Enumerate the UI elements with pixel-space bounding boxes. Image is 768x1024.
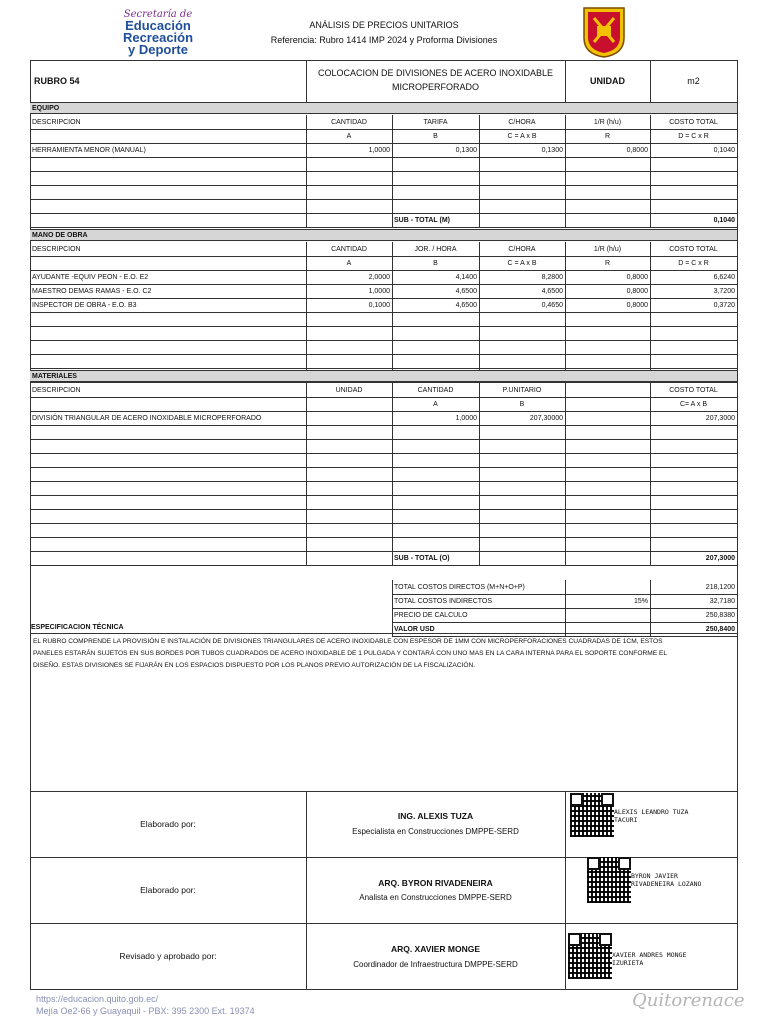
table-cell (306, 411, 392, 425)
signer-line-1: XAVIER ANDRES MONGE (612, 951, 687, 959)
column-header: C/HORA (508, 245, 536, 253)
signature-name: ARQ. XAVIER MONGE (390, 944, 481, 954)
column-subheader: R (604, 259, 611, 267)
table-rule (30, 495, 738, 496)
table-cell: 4,1400 (455, 273, 477, 281)
table-rule (30, 157, 738, 158)
table-cell: 0,1300 (541, 146, 563, 154)
table-cell: 4,6500 (455, 301, 477, 309)
table-rule (30, 340, 738, 341)
table-rule (565, 115, 566, 227)
column-subheader: R (604, 132, 611, 140)
column-subheader (306, 397, 392, 411)
table-cell: 4,6500 (455, 287, 477, 295)
section-title-materiales: MATERIALES (30, 370, 737, 382)
column-header: DESCRIPCION (32, 245, 81, 253)
column-header: COSTO TOTAL (669, 118, 718, 126)
column-header: DESCRIPCION (32, 386, 81, 394)
total-value: 250,8380 (705, 611, 735, 619)
column-subheader: C = A x B (507, 259, 537, 267)
signer-line-2: TACURI (614, 816, 638, 824)
column-header: JOR. / HORA (414, 245, 457, 253)
column-subheader: C= A x B (679, 400, 708, 408)
logo-line-2: Educación (125, 18, 191, 33)
total-value: 250,8400 (705, 625, 735, 633)
column-subheader: B (519, 400, 525, 408)
table-rule (30, 537, 738, 538)
signer-line-1: BYRON JAVIER (631, 872, 678, 880)
table-cell (565, 411, 650, 425)
table-rule (306, 383, 307, 565)
rubro-description-line-1: COLOCACION DE DIVISIONES DE ACERO INOXIDABLE (317, 68, 554, 78)
table-rule (565, 242, 566, 382)
signature-role: Revisado y aprobado por: (119, 950, 217, 961)
rubro-description-line-2: MICROPERFORADO (391, 82, 479, 92)
table-cell: 6,6240 (713, 273, 735, 281)
digital-signer (631, 872, 701, 888)
spec-label: ESPECIFICACION TÉCNICA (31, 624, 124, 631)
column-header: P.UNITARIO (502, 386, 542, 394)
column-subheader: A (346, 132, 352, 140)
table-rule (650, 115, 651, 227)
signature-role: Elaborado por: (140, 884, 196, 895)
spec-line-3: DISEÑO. ESTAS DIVISIONES SE FIJARÁN EN LOS ESPACIOS DISPUESTO POR LOS PLANOS PREVIO AUTORIZACIÓN DE LA FISCALIZACIÓN. (33, 662, 476, 669)
column-subheader: C = A x B (507, 132, 537, 140)
column-subheader: B (433, 132, 438, 140)
table-cell: 4,6500 (541, 287, 563, 295)
column-header: 1/R (h/u) (593, 118, 622, 126)
table-cell: MAESTRO DEMAS RAMAS - E.O. C2 (32, 287, 152, 295)
table-rule (30, 425, 738, 426)
qr-code-icon (568, 933, 612, 979)
unit-label: UNIDAD (590, 75, 625, 86)
table-rule (30, 326, 738, 327)
column-subheader: A (433, 400, 438, 408)
column-subheader: D = C x R (678, 132, 709, 140)
table-rule (30, 199, 738, 200)
total-label: TOTAL COSTOS INDIRECTOS (394, 597, 493, 605)
table-rule (30, 354, 738, 355)
total-label: VALOR USD (394, 625, 435, 633)
digital-signer (614, 808, 688, 824)
subtotal-value: 207,3000 (705, 554, 735, 562)
table-cell: 0,1300 (455, 146, 477, 154)
signature-name: ARQ. BYRON RIVADENEIRA (378, 878, 493, 888)
total-label: PRECIO DE CALCULO (394, 611, 468, 619)
column-subheader (565, 397, 650, 411)
column-subheader: D = C x R (678, 259, 709, 267)
column-subheader (30, 256, 306, 270)
logo-line-3: Recreación (122, 30, 194, 45)
table-rule (30, 509, 738, 510)
column-header: UNIDAD (335, 386, 363, 394)
qr-code-icon (570, 793, 614, 837)
secretaria-logo (118, 10, 198, 56)
logo-line-1: Secretaría de (123, 9, 193, 20)
signature-title: Especialista en Construcciones DMPPE-SERD (352, 827, 519, 836)
spec-text (33, 636, 733, 672)
column-header: CANTIDAD (331, 245, 367, 253)
table-cell: AYUDANTE -EQUIV PEON - E.O. E2 (32, 273, 149, 281)
column-header: CANTIDAD (331, 118, 367, 126)
table-rule (30, 439, 738, 440)
table-cell: 0,4650 (541, 301, 563, 309)
table-cell: 0,8000 (626, 273, 648, 281)
signature-title: Coordinador de Infraestructura DMPPE-SERD (353, 960, 518, 969)
signer-line-1: ALEXIS LEANDRO TUZA (614, 808, 689, 816)
section-title-equipo: EQUIPO (30, 102, 737, 114)
table-rule (30, 185, 738, 186)
table-rule (479, 383, 480, 565)
table-cell: 0,1000 (368, 301, 390, 309)
document-reference: Referencia: Rubro 1414 IMP 2024 y Proforma Divisiones (270, 35, 498, 45)
table-rule (30, 453, 738, 454)
signature-title: Analista en Construcciones DMPPE-SERD (359, 893, 512, 902)
table-rule (392, 383, 393, 565)
quitorenace-logo: Quitorenace (632, 990, 745, 1011)
document-title: ANÁLISIS DE PRECIOS UNITARIOS (309, 20, 459, 30)
table-rule (30, 312, 738, 313)
table-cell: 207,30000 (529, 414, 563, 422)
table-rule (306, 242, 307, 382)
rubro-description (306, 66, 565, 94)
table-rule (30, 227, 738, 228)
total-value: 32,7180 (709, 597, 735, 605)
table-cell: HERRAMIENTA MENOR (MANUAL) (32, 146, 146, 154)
table-rule (30, 523, 738, 524)
subtotal-value: 0,1040 (713, 216, 735, 224)
table-cell: 0,3720 (713, 301, 735, 309)
column-subheader (30, 397, 306, 411)
table-cell: 3,7200 (713, 287, 735, 295)
quito-shield-icon (582, 6, 626, 58)
column-header: 1/R (h/u) (593, 245, 622, 253)
section-title-mano-obra: MANO DE OBRA (30, 229, 737, 241)
table-rule (479, 242, 480, 382)
qr-code-icon (587, 857, 631, 903)
column-header (565, 383, 650, 397)
table-cell: 0,1040 (713, 146, 735, 154)
column-header: DESCRIPCION (32, 118, 81, 126)
table-rule (30, 467, 738, 468)
table-rule (306, 115, 307, 227)
table-cell: INSPECTOR DE OBRA - E.O. B3 (32, 301, 137, 309)
column-header: COSTO TOTAL (669, 386, 718, 394)
spec-line-2: PANELES ESTARÁN SUJETOS EN SUS BORDES POR TUBOS CUADRADOS DE ACERO INOXIDABLE DE 1 PULGADA Y CONTARÁ CON UNO MAS EN LA CARA INTERNA PARA EL SOPORTE CONFORME EL (33, 650, 668, 657)
column-subheader: B (433, 259, 438, 267)
table-rule (30, 171, 738, 172)
rubro-label: RUBRO 54 (34, 75, 80, 86)
column-subheader: A (346, 259, 352, 267)
table-rule (30, 481, 738, 482)
table-cell: 0,8000 (626, 146, 648, 154)
table-rule (392, 115, 393, 227)
spec-line-1: EL RUBRO COMPRENDE LA PROVISIÓN E INSTALACIÓN DE DIVISIONES TRIANGULARES DE ACERO INOXIDABLE CON ESPESOR DE 1MM CON MICROPERFORACIONES CUADRADAS DE 1CM, ESTOS (33, 638, 663, 645)
table-cell: 2,0000 (368, 273, 390, 281)
table-rule (392, 580, 393, 636)
table-cell: 0,8000 (626, 301, 648, 309)
column-header: TARIFA (423, 118, 448, 126)
footer-address: Mejía Oe2-66 y Guayaquil - PBX: 395 2300 Ext. 19374 (36, 1006, 255, 1016)
table-rule (650, 580, 651, 636)
table-cell: 0,8000 (626, 287, 648, 295)
signature-name: ING. ALEXIS TUZA (397, 811, 474, 821)
table-rule (565, 580, 566, 636)
logo-line-4: y Deporte (128, 42, 188, 57)
subtotal-label: SUB - TOTAL (O) (394, 554, 450, 562)
signer-line-2: IZURIETA (612, 959, 644, 967)
table-rule (30, 565, 738, 566)
footer-url-link[interactable]: https://educacion.quito.gob.ec/ (36, 994, 159, 1004)
table-cell: 1,0000 (455, 414, 477, 422)
column-subheader (30, 129, 306, 143)
subtotal-label: SUB - TOTAL (M) (394, 216, 450, 224)
digital-signer (612, 951, 686, 967)
table-rule (565, 383, 566, 565)
table-cell: 1,0000 (368, 287, 390, 295)
indirect-percent: 15% (633, 597, 648, 605)
table-rule (392, 242, 393, 382)
column-header: C/HORA (508, 118, 536, 126)
table-rule (650, 383, 651, 565)
column-header: CANTIDAD (417, 386, 454, 394)
total-label: TOTAL COSTOS DIRECTOS (M+N+O+P) (394, 583, 525, 591)
table-cell: 1,0000 (368, 146, 390, 154)
table-cell: 8,2800 (541, 273, 563, 281)
total-value: 218,1200 (705, 583, 735, 591)
unit-value: m2 (687, 75, 700, 86)
table-cell: DIVISIÓN TRIANGULAR DE ACERO INOXIDABLE MICROPERFORADO (32, 414, 262, 422)
table-rule (479, 115, 480, 227)
table-cell: 207,3000 (705, 414, 735, 422)
signer-line-2: RIVADENEIRA LOZANO (631, 880, 702, 888)
signature-role: Elaborado por: (140, 818, 196, 829)
column-header: COSTO TOTAL (669, 245, 718, 253)
table-rule (650, 242, 651, 382)
